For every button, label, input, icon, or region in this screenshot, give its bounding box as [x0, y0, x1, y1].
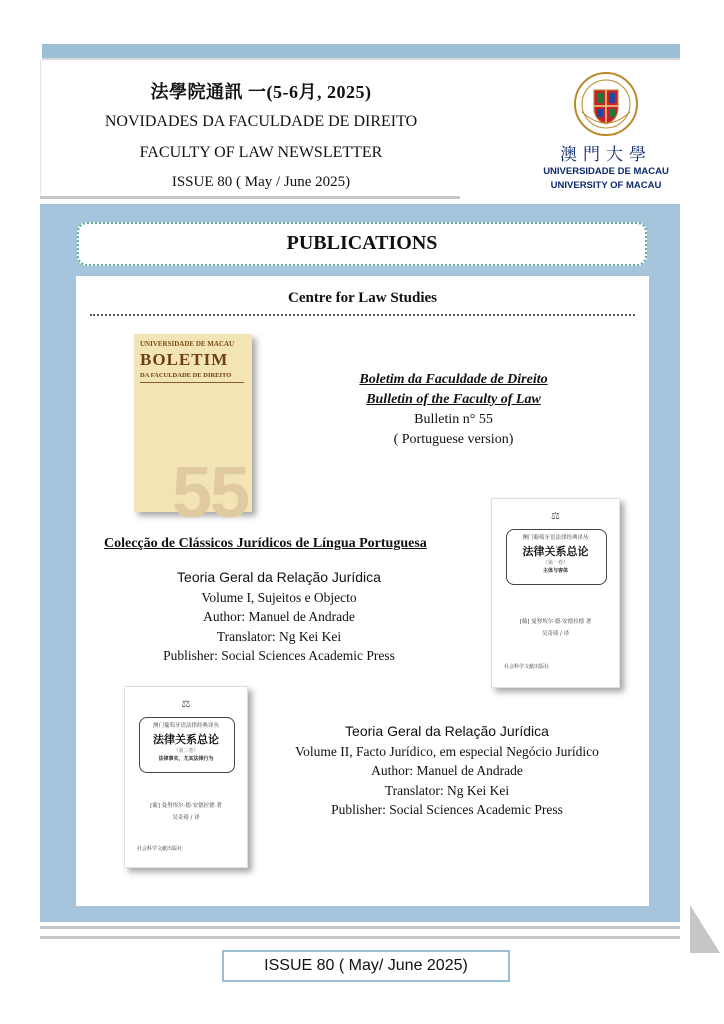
header-issue: ISSUE 80 ( May / June 2025) — [171, 174, 351, 190]
university-logo — [541, 66, 671, 194]
cover-author: [葡] 曼努埃尔·德·安德拉德 著 — [150, 803, 222, 809]
vol2-title: Teoria Geral da Relação Jurídica — [345, 723, 549, 739]
volume-1-cover — [491, 498, 620, 688]
cover-subtitle: 主体与客体 — [542, 568, 568, 574]
divider-line — [40, 196, 460, 199]
cover-number: 55 — [172, 453, 249, 533]
cover-subtitle: 法律事实，尤其法律行为 — [158, 756, 214, 762]
newsletter-header — [40, 60, 680, 195]
scales-icon: ⚖ — [551, 511, 560, 522]
vol1-translator: Translator: Ng Kei Kei — [216, 628, 342, 644]
cover-subtitle: DA FACULDADE DE DIREITO — [140, 372, 232, 379]
logo-name-zh: 澳門大學 — [560, 145, 652, 165]
collection-title: Colecção de Clássicos Jurídicos de Língua Portuguesa — [104, 536, 427, 551]
header-top-bar — [42, 44, 680, 60]
scales-icon: ⚖ — [181, 699, 191, 710]
footer-issue: ISSUE 80 ( May/ June 2025) — [264, 957, 468, 974]
logo-name-pt: UNIVERSIDADE DE MACAU — [543, 166, 669, 177]
publications-panel — [40, 204, 680, 922]
boletim-title-en: Bulletin of the Faculty of Law — [366, 392, 541, 407]
section-title-box — [77, 222, 647, 266]
university-seal-icon — [574, 72, 638, 136]
cover-title: 法律关系总论 — [153, 733, 219, 746]
boletim-cover — [134, 334, 252, 533]
dotted-divider — [90, 314, 635, 316]
cover-university: UNIVERSIDADE DE MACAU — [140, 340, 235, 348]
boletim-number: Bulletin n° 55 — [414, 412, 493, 427]
cover-title: BOLETIM — [140, 350, 229, 369]
vol2-volume: Volume II, Facto Jurídico, em especial Negócio Jurídico — [295, 743, 599, 759]
cover-publisher: 社会科学文献出版社 — [504, 664, 550, 670]
cover-volume: （第二卷） — [173, 748, 199, 754]
page-curl — [690, 905, 720, 953]
boletim-title-pt: Boletim da Faculdade de Direito — [359, 372, 548, 387]
boletim-details — [326, 370, 581, 450]
cover-rule — [140, 382, 244, 383]
divider-line — [40, 936, 680, 939]
divider-line — [40, 926, 680, 929]
cover-publisher: 社会科学文献出版社 — [137, 846, 183, 852]
cover-author: [葡] 曼努埃尔·德·安德拉德 著 — [519, 619, 592, 625]
header-name-en: FACULTY OF LAW NEWSLETTER — [139, 144, 383, 161]
publications-content — [76, 276, 649, 906]
cover-series: 澳门葡萄牙语法律经典译丛 — [522, 535, 589, 541]
cover-translator: 吴奇琦 / 译 — [172, 815, 200, 821]
vol1-author: Author: Manuel de Andrade — [203, 609, 355, 624]
vol1-publisher: Publisher: Social Sciences Academic Press — [163, 648, 395, 663]
boletim-version: ( Portuguese version) — [393, 432, 514, 447]
cover-series: 澳门葡萄牙语法律经典译丛 — [152, 723, 219, 729]
section-title: PUBLICATIONS — [286, 232, 438, 254]
section-subtitle: Centre for Law Studies — [287, 290, 438, 306]
header-name-pt: NOVIDADES DA FACULDADE DE DIREITO — [104, 113, 418, 130]
vol2-author: Author: Manuel de Andrade — [371, 763, 523, 778]
vol2-publisher: Publisher: Social Sciences Academic Press — [331, 802, 563, 817]
vol1-volume: Volume I, Sujeitos e Objecto — [201, 589, 357, 605]
logo-name-en: UNIVERSITY OF MACAU — [550, 180, 662, 191]
cover-title: 法律关系总论 — [522, 545, 589, 558]
volume-2-details — [272, 722, 622, 820]
footer-issue-box — [222, 950, 510, 982]
header-title-zh: 法學院通訊 一(5-6月, 2025) — [150, 82, 372, 102]
volume-2-cover — [124, 686, 248, 868]
vol1-title: Teoria Geral da Relação Jurídica — [177, 569, 381, 585]
cover-volume: （第一卷） — [542, 560, 568, 566]
cover-translator: 吴奇琦 / 译 — [541, 631, 570, 637]
vol2-translator: Translator: Ng Kei Kei — [384, 782, 510, 798]
volume-1-details — [134, 568, 424, 666]
